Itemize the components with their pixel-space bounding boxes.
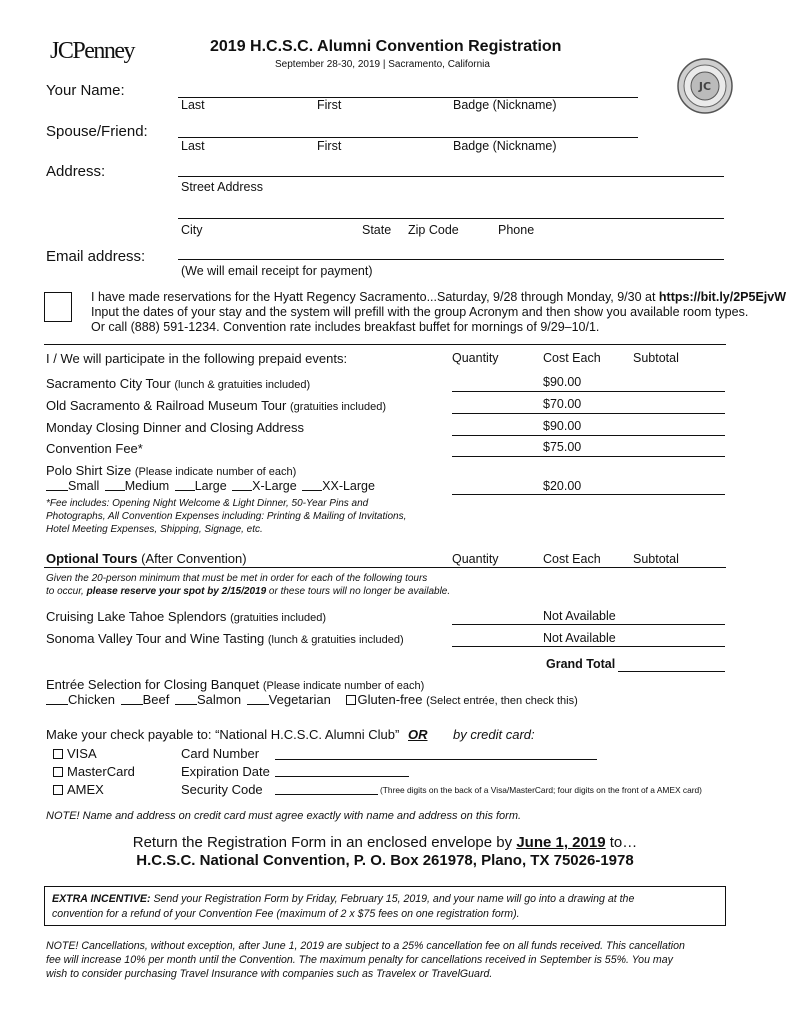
email-field[interactable] <box>178 259 724 260</box>
your-name-field[interactable] <box>178 97 638 98</box>
credit-card-label: by credit card: <box>453 727 535 742</box>
expiration-label: Expiration Date <box>181 764 270 779</box>
event-row-line[interactable] <box>452 413 725 414</box>
events-subtotal-header: Subtotal <box>633 351 679 365</box>
email-note: (We will email receipt for payment) <box>181 264 373 278</box>
tour-row-cost: Not Available <box>543 609 616 623</box>
polo-row-line[interactable] <box>452 494 725 495</box>
entree-beef-blank[interactable] <box>121 695 143 705</box>
zip-label: Zip Code <box>408 223 459 237</box>
grand-total-label: Grand Total <box>546 657 616 671</box>
polo-sizes: Small Medium Large X-Large XX-Large <box>46 479 375 493</box>
jcpenney-seal-logo <box>677 58 733 114</box>
visa-checkbox[interactable] <box>53 749 63 759</box>
events-quantity-header: Quantity <box>452 351 499 365</box>
your-name-badge-label: Badge (Nickname) <box>453 98 557 112</box>
polo-large-blank[interactable] <box>175 481 195 491</box>
cancellation-line-2: fee will increase 10% per month until the Convention. The maximum penalty for cancellations received in September is 55%. You may <box>46 954 673 966</box>
event-row-name: Monday Closing Dinner and Closing Address <box>46 420 304 435</box>
security-code-note: (Three digits on the back of a Visa/MasterCard; four digits on the front of a AMEX card) <box>380 785 702 795</box>
optional-note-2: to occur, please reserve your spot by 2/15/2019 or these tours will no longer be available. <box>46 586 451 597</box>
entree-vegetarian-blank[interactable] <box>247 695 269 705</box>
entree-salmon-blank[interactable] <box>175 695 197 705</box>
incentive-line-2: convention for a refund of your Convention Fee (maximum of 2 x $75 fees on one registration form). <box>52 908 520 920</box>
card-option-amex[interactable]: AMEX <box>53 782 104 797</box>
spouse-first-label: First <box>317 139 342 153</box>
event-row-name: Old Sacramento & Railroad Museum Tour (gratuities included) <box>46 398 386 413</box>
card-option-mastercard[interactable]: MasterCard <box>53 764 135 779</box>
event-row-cost: $70.00 <box>543 397 582 411</box>
events-cost-header: Cost Each <box>543 351 601 365</box>
return-line-1: Return the Registration Form in an enclosed envelope by June 1, 2019 to… <box>132 834 638 851</box>
page-subtitle: September 28-30, 2019 | Sacramento, California <box>275 59 490 70</box>
hotel-line-1-text: I have made reservations for the Hyatt Regency Sacramento...Saturday, 9/28 through Monday, 9/30 at <box>91 290 659 304</box>
polo-xlarge-blank[interactable] <box>232 481 252 491</box>
email-label: Email address: <box>46 248 146 265</box>
spouse-badge-label: Badge (Nickname) <box>453 139 557 153</box>
fee-note-2: Photographs, All Convention Expenses including: Printing & Mailing of Invitations, <box>46 511 407 522</box>
entree-chicken-blank[interactable] <box>46 695 68 705</box>
return-address: H.C.S.C. National Convention, P. O. Box 261978, Plano, TX 75026-1978 <box>136 852 634 869</box>
jcpenney-logo: JCPenney <box>50 38 134 64</box>
optional-subtotal-header: Subtotal <box>633 552 679 566</box>
polo-xxlarge-blank[interactable] <box>302 481 322 491</box>
hotel-line-3: Or call (888) 591-1234. Convention rate includes breakfast buffet for mornings of 9/29–10/1. <box>91 320 600 334</box>
card-option-visa[interactable]: VISA <box>53 746 97 761</box>
spouse-last-label: Last <box>181 139 205 153</box>
event-row-line[interactable] <box>452 391 725 392</box>
amex-checkbox[interactable] <box>53 785 63 795</box>
street-address-field[interactable] <box>178 176 724 177</box>
hotel-line-2: Input the dates of your stay and the system will prefill with the group Acronym and then show you available room types. <box>91 305 749 319</box>
grand-total-line[interactable] <box>618 671 725 672</box>
check-payable-text: Make your check payable to: “National H.C.S.C. Alumni Club” <box>46 727 400 742</box>
hotel-line-1 <box>91 290 786 304</box>
event-row-line[interactable] <box>452 435 725 436</box>
entree-title: Entrée Selection for Closing Banquet (Please indicate number of each) <box>46 677 425 692</box>
tour-row-name: Cruising Lake Tahoe Splendors (gratuities included) <box>46 609 327 624</box>
tour-row-cost: Not Available <box>543 631 616 645</box>
cancellation-line-3: wish to consider purchasing Travel Insurance with companies such as Travelex or TravelGuard. <box>46 968 493 980</box>
optional-heading-underline <box>44 567 726 568</box>
security-code-field[interactable] <box>275 794 378 795</box>
or-label: OR <box>408 727 428 742</box>
optional-tours-heading: Optional Tours (After Convention) <box>46 551 247 566</box>
event-row-cost: $75.00 <box>543 440 582 454</box>
events-heading: I / We will participate in the following prepaid events: <box>46 351 348 366</box>
tour-row-name: Sonoma Valley Tour and Wine Tasting (lunch & gratuities included) <box>46 631 404 646</box>
svg-text:JC: JC <box>698 80 712 93</box>
card-number-field[interactable] <box>275 759 597 760</box>
incentive-line-1: EXTRA INCENTIVE: Send your Registration Form by Friday, February 15, 2019, and your name will go into a drawing at the <box>52 893 635 905</box>
extra-incentive-box <box>44 886 726 926</box>
card-number-label: Card Number <box>181 746 260 761</box>
phone-label: Phone <box>498 223 535 237</box>
fee-note-1: *Fee includes: Opening Night Welcome & Light Dinner, 50-Year Pins and <box>46 498 369 509</box>
address-label: Address: <box>46 163 106 180</box>
entree-options: Chicken Beef Salmon Vegetarian Gluten-free (Select entrée, then check this) <box>46 692 578 707</box>
your-name-first-label: First <box>317 98 342 112</box>
polo-medium-blank[interactable] <box>105 481 125 491</box>
expiration-field[interactable] <box>275 776 409 777</box>
spouse-name-field[interactable] <box>178 137 638 138</box>
event-row-cost: $90.00 <box>543 419 582 433</box>
event-row-name: Convention Fee* <box>46 441 143 456</box>
event-row-line[interactable] <box>452 456 725 457</box>
polo-title: Polo Shirt Size (Please indicate number of each) <box>46 463 297 478</box>
spouse-label: Spouse/Friend: <box>46 123 148 140</box>
gluten-free-checkbox[interactable] <box>346 695 356 705</box>
page-title: 2019 H.C.S.C. Alumni Convention Registration <box>210 38 562 55</box>
optional-quantity-header: Quantity <box>452 552 499 566</box>
polo-small-blank[interactable] <box>46 481 68 491</box>
event-row-cost: $90.00 <box>543 375 582 389</box>
tour-row-line[interactable] <box>452 624 725 625</box>
optional-note-1: Given the 20-person minimum that must be met in order for each of the following tours <box>46 573 428 584</box>
hotel-booking-link[interactable]: https://bit.ly/2P5EjvW <box>658 290 786 304</box>
fee-note-3: Hotel Meeting Expenses, Shipping, Signage, etc. <box>46 524 263 535</box>
street-address-label: Street Address <box>181 180 263 194</box>
events-divider <box>44 344 726 345</box>
state-label: State <box>362 223 392 237</box>
optional-cost-header: Cost Each <box>543 552 601 566</box>
cancellation-line-1: NOTE! Cancellations, without exception, after June 1, 2019 are subject to a 25% cancellation fee on all funds received. This cancellation <box>46 940 685 952</box>
credit-card-name-note: NOTE! Name and address on credit card must agree exactly with name and address on this form. <box>46 810 522 822</box>
your-name-label: Your Name: <box>46 82 125 99</box>
security-code-label: Security Code <box>181 782 263 797</box>
event-row-name: Sacramento City Tour (lunch & gratuities included) <box>46 376 311 391</box>
hotel-reservation-checkbox[interactable] <box>44 292 72 322</box>
city-label: City <box>181 223 203 237</box>
mastercard-checkbox[interactable] <box>53 767 63 777</box>
tour-row-line[interactable] <box>452 646 725 647</box>
polo-cost: $20.00 <box>543 479 582 493</box>
your-name-last-label: Last <box>181 98 205 112</box>
city-state-zip-phone-field[interactable] <box>178 218 724 219</box>
